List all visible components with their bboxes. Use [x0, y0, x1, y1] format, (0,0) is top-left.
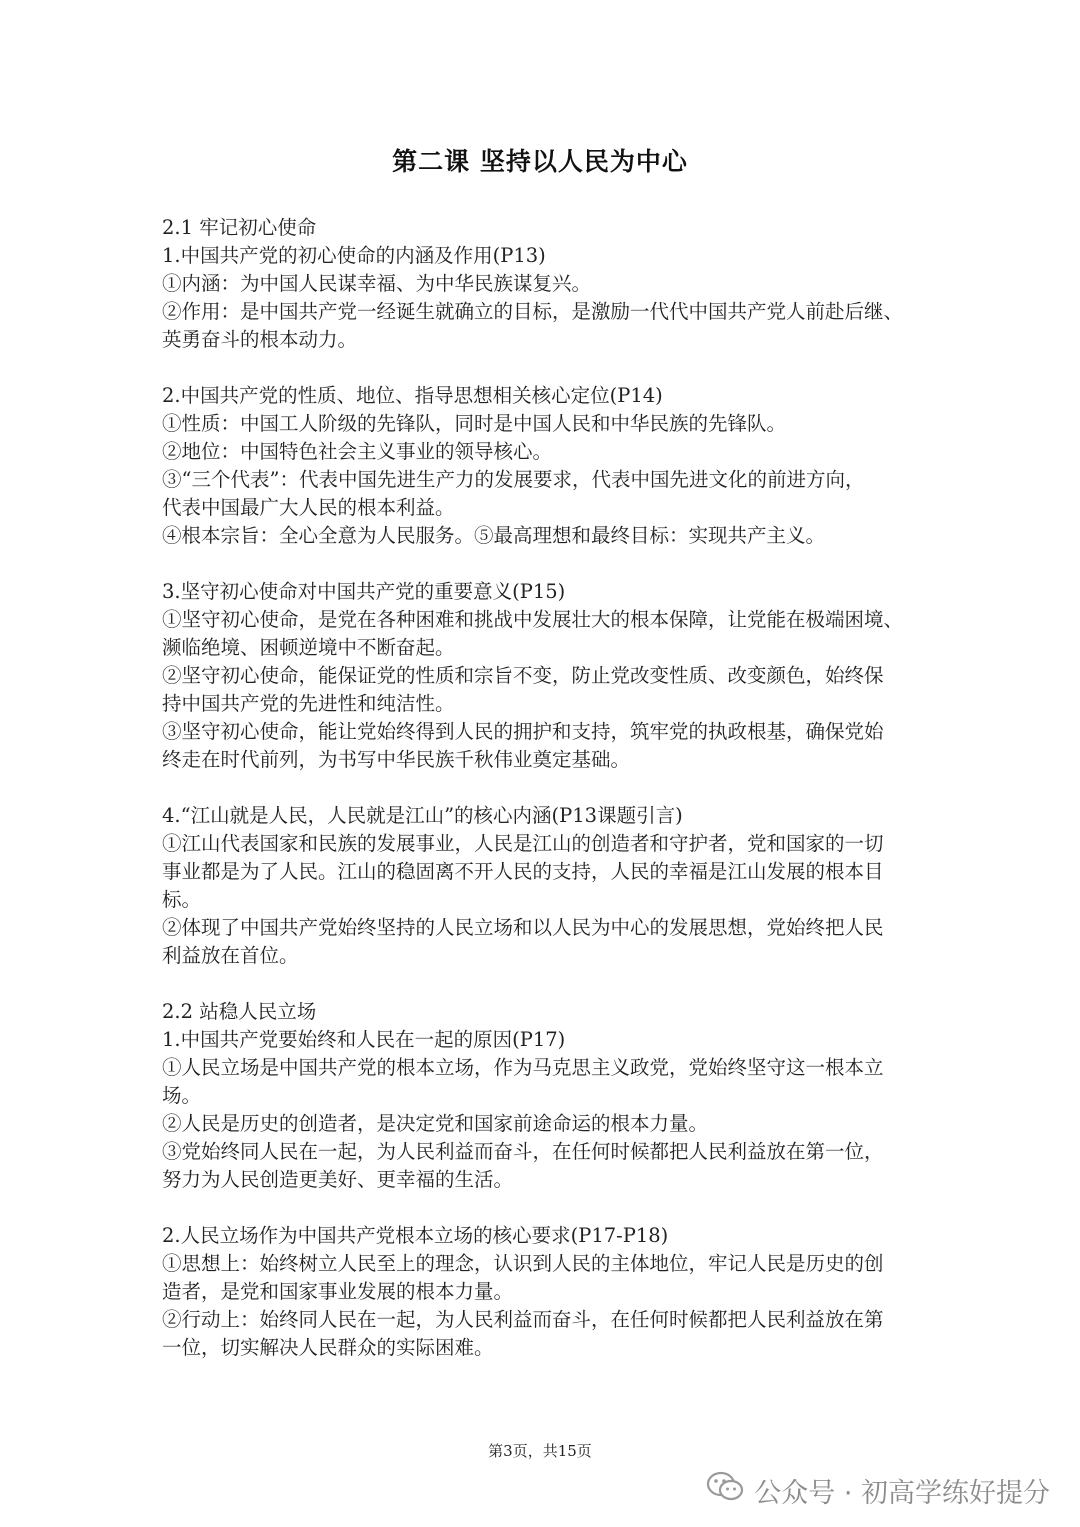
text-line: ①性质：中国工人阶级的先锋队，同时是中国人民和中华民族的先锋队。 [162, 412, 787, 435]
text-line: ③党始终同人民在一起，为人民利益而奋斗，在任何时候都把人民利益放在第一位， [162, 1140, 884, 1163]
text-line: 代表中国最广大人民的根本利益。 [162, 496, 455, 519]
text-line: 造者，是党和国家事业发展的根本力量。 [162, 1280, 514, 1303]
text-line: 2.2 站稳人民立场 [162, 1000, 317, 1023]
text-line: ④根本宗旨：全心全意为人民服务。⑤最高理想和最终目标：实现共产主义。 [162, 524, 826, 547]
text-line: 标。 [162, 888, 202, 911]
text-line: 事业都是为了人民。江山的稳固离不开人民的支持，人民的幸福是江山发展的根本目 [162, 860, 884, 883]
text-line: ②人民是历史的创造者，是决定党和国家前途命运的根本力量。 [162, 1112, 709, 1135]
text-line: ②行动上：始终同人民在一起，为人民利益而奋斗，在任何时候都把人民利益放在第 [162, 1308, 884, 1331]
text-line: 英勇奋斗的根本动力。 [162, 328, 358, 351]
text-line: ②坚守初心使命，能保证党的性质和宗旨不变，防止党改变性质、改变颜色，始终保 [162, 664, 884, 687]
text-line: ③“三个代表”：代表中国先进生产力的发展要求，代表中国先进文化的前进方向， [162, 468, 865, 491]
text-line: ③坚守初心使命，能让党始终得到人民的拥护和支持，筑牢党的执政根基，确保党始 [162, 720, 884, 743]
text-line: 3.坚守初心使命对中国共产党的重要意义(P15) [162, 580, 566, 603]
text-line: ①江山代表国家和民族的发展事业，人民是江山的创造者和守护者，党和国家的一切 [162, 832, 884, 855]
text-line: 努力为人民创造更美好、更幸福的生活。 [162, 1168, 514, 1191]
document-body [162, 214, 922, 1362]
paragraph-gap [162, 354, 922, 382]
paragraph-gap [162, 774, 922, 802]
text-line: ①内涵：为中国人民谋幸福、为中华民族谋复兴。 [162, 272, 592, 295]
text-line: 1.中国共产党的初心使命的内涵及作用(P13) [162, 244, 546, 267]
text-line: 终走在时代前列，为书写中华民族千秋伟业奠定基础。 [162, 748, 631, 771]
text-line: 1.中国共产党要始终和人民在一起的原因(P17) [162, 1028, 566, 1051]
text-line: 持中国共产党的先进性和纯洁性。 [162, 692, 455, 715]
text-line: 2.1 牢记初心使命 [162, 216, 317, 239]
paragraph-gap [162, 1194, 922, 1222]
text-line: ①思想上：始终树立人民至上的理念，认识到人民的主体地位，牢记人民是历史的创 [162, 1252, 884, 1275]
text-line: ②作用：是中国共产党一经诞生就确立的目标，是激励一代代中国共产党人前赴后继、 [162, 300, 904, 323]
text-line: ②地位：中国特色社会主义事业的领导核心。 [162, 440, 553, 463]
text-line: 4.“江山就是人民，人民就是江山”的核心内涵(P13课题引言) [162, 804, 683, 827]
watermark [706, 1471, 1050, 1510]
text-line: 2.人民立场作为中国共产党根本立场的核心要求(P17-P18) [162, 1224, 669, 1247]
text-line: ①坚守初心使命，是党在各种困难和挑战中发展壮大的根本保障，让党能在极端困境、 [162, 608, 904, 631]
paragraph-gap [162, 970, 922, 998]
page-title: 第二课 坚持以人民为中心 [392, 147, 688, 176]
page-number: 第3页，共15页 [488, 1442, 592, 1460]
text-line: 场。 [162, 1084, 202, 1107]
text-line: 2.中国共产党的性质、地位、指导思想相关核心定位(P14) [162, 384, 663, 407]
watermark-text: 公众号 · 初高学练好提分 [754, 1478, 1050, 1509]
text-line: ①人民立场是中国共产党的根本立场，作为马克思主义政党，党始终坚守这一根本立 [162, 1056, 884, 1079]
text-line: ②体现了中国共产党始终坚持的人民立场和以人民为中心的发展思想，党始终把人民 [162, 916, 884, 939]
text-line: 一位，切实解决人民群众的实际困难。 [162, 1336, 494, 1359]
text-line: 濒临绝境、困顿逆境中不断奋起。 [162, 636, 455, 659]
paragraph-gap [162, 550, 922, 578]
text-line: 利益放在首位。 [162, 944, 299, 967]
wechat-icon [706, 1471, 744, 1510]
